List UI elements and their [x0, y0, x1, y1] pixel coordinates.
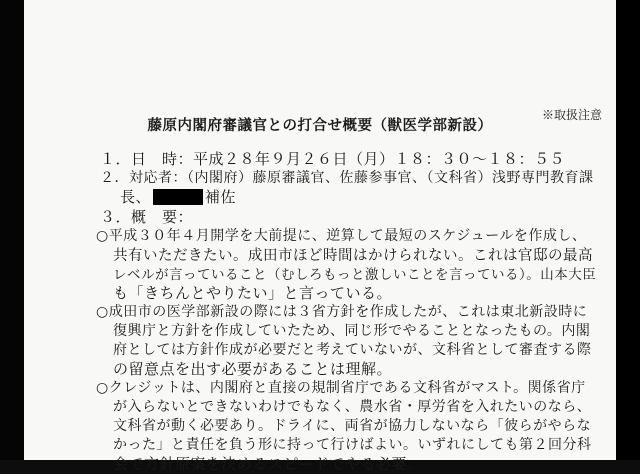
scan-edge-left [0, 0, 24, 460]
paragraph-3-line-1: ○クレジットは、内閣府と直接の規制省庁である文科省がマスト。関係省庁 [96, 380, 586, 396]
line-summary-heading: ３．概 要： [100, 208, 194, 226]
line-attendees-prefix: 長、 [120, 188, 152, 206]
paragraph-1-line-4: も「きちんとやりたい」と言っている。 [113, 284, 393, 302]
paragraph-3-line-3: 文科省が動く必要あり。ドライに、両省が協力しないなら「彼らがやらな [113, 418, 592, 434]
paragraph-3-line-2: が入らないとできないわけでもなく、農水省・厚労省を入れたいのなら、 [113, 399, 592, 415]
line-attendees-suffix: 補佐 [205, 188, 237, 206]
paragraph-2-line-3: 府としては方針作成が必要だと考えていないが、文科省として審査する際 [113, 342, 592, 358]
paragraph-2-line-1: ○成田市の医学部新設の際には３省方針を作成したが、これは東北新設時に [96, 304, 588, 320]
document-page [24, 0, 616, 473]
scan-edge-right [616, 0, 640, 460]
document-title: 藤原内閣府審議官との打合せ概要（獣医学部新設） [147, 117, 493, 134]
paragraph-2-line-2: 復興庁と方針を作成していたため、同じ形でやることとなったもの。内閣 [113, 323, 591, 339]
line-attendees-cont [120, 186, 236, 207]
line-datetime: １．日 時：平成２８年９月２６日（月）１８：３０〜１８：５５ [100, 150, 566, 168]
paragraph-2-line-4: の留意点を出す必要があることは理解。 [113, 360, 393, 378]
paragraph-1-line-2: 共有いただきたい。成田市ほど時間はかけられない。これは官邸の最高 [113, 248, 593, 264]
paragraph-3-line-5: 会で方針原案を決めるスピードでやる必要。 [113, 455, 423, 473]
line-attendees: ２．対応者：（内閣府）藤原審議官、佐藤参事官、（文科省）浅野専門教育課 [100, 170, 594, 186]
redaction-block [153, 189, 203, 205]
handling-notice: ※取扱注意 [541, 108, 602, 122]
paragraph-1-line-3: レベルが言っていること（むしろもっと激しいことを言っている）。山本大臣 [113, 267, 597, 283]
paragraph-1-line-1: ○平成３０年４月開学を大前提に、逆算して最短のスケジュールを作成し、 [96, 228, 587, 244]
paragraph-3-line-4: かった」と責任を負う形に持って行けばよい。いずれにしても第２回分科 [113, 437, 592, 453]
